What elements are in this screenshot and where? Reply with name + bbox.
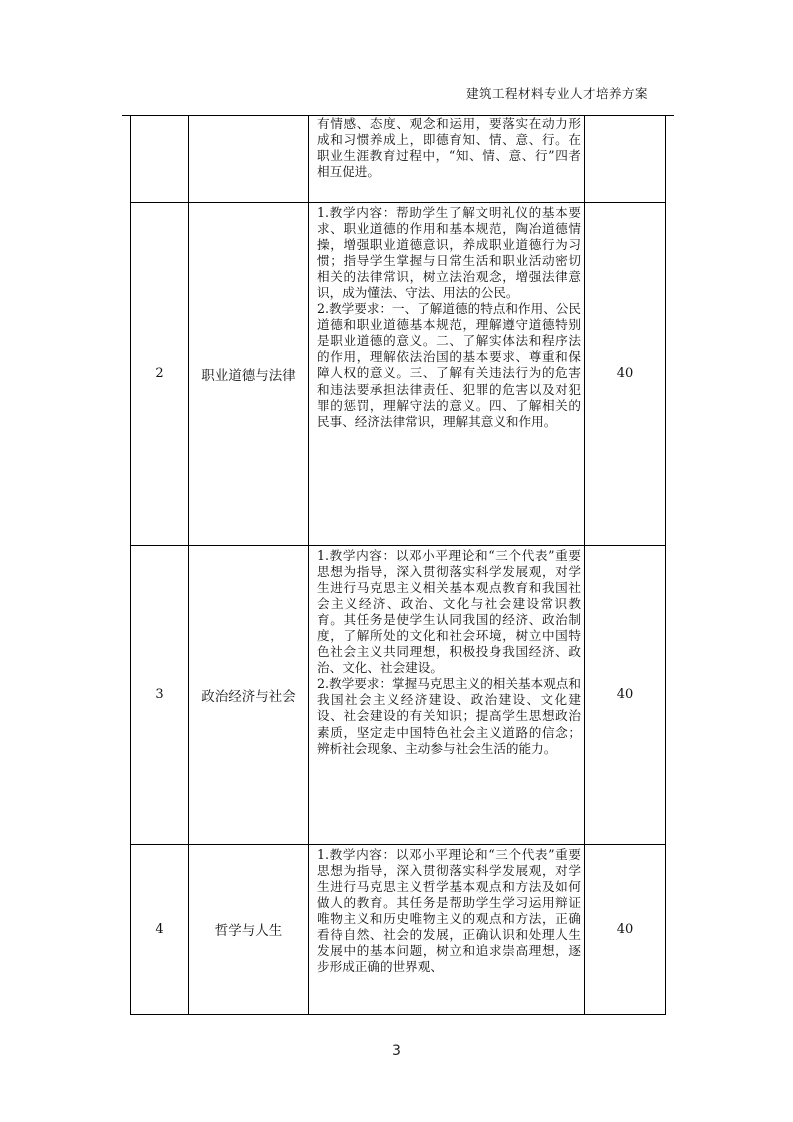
course-description-cell: [309, 844, 585, 1014]
page-number: 3: [392, 1043, 401, 1059]
course-name-cell: 政治经济与社会: [189, 545, 309, 844]
course-name-cell: 职业道德与法律: [189, 202, 309, 545]
course-hours-cell: 40: [585, 545, 666, 844]
curriculum-table: [130, 116, 666, 1015]
course-number-cell: 4: [131, 844, 189, 1014]
description-paragraph: 有情感、态度、观念和运用，要落实在动力形成和习惯养成上，即德育知、情、意、行。在职业生涯教育过程中，“知、情、意、行”四者相互促进。: [317, 116, 581, 180]
course-hours-cell: 40: [585, 202, 666, 545]
course-number-cell: 3: [131, 545, 189, 844]
document-header: 建筑工程材料专业人才培养方案: [465, 86, 648, 101]
description-paragraph: 1.教学内容：帮助学生了解文明礼仪的基本要求、职业道德的作用和基本规范，陶冶道德情操，增强职业道德意识，养成职业道德行为习惯；指导学生掌握与日常生活和职业活动密切相关的法律常识，树立法治观念，增强法律意识，成为懂法、守法、用法的公民。: [317, 204, 581, 300]
course-hours-cell: [585, 116, 666, 202]
table-row: [131, 844, 666, 1014]
course-number-cell: 2: [131, 202, 189, 545]
table-row: [131, 116, 666, 202]
course-name-cell: [189, 116, 309, 202]
course-name-cell: 哲学与人生: [189, 844, 309, 1014]
description-paragraph: 1.教学内容：以邓小平理论和“三个代表”重要思想为指导，深入贯彻落实科学发展观，对学生进行马克思主义相关基本观点教育和我国社会主义经济、政治、文化与社会建设常识教育。其任务是使学生认同我国的经济、政治制度，了解所处的文化和社会环境，树立中国特色社会主义共同理想，积极投身我国经济、政治、文化、社会建设。: [317, 547, 581, 676]
description-paragraph: 2.教学要求：掌握马克思主义的相关基本观点和我国社会主义经济建设、政治建设、文化建设、社会建设的有关知识；提高学生思想政治素质，坚定走中国特色社会主义道路的信念；辨析社会现象、主动参与社会生活的能力。: [317, 676, 581, 756]
course-number-cell: [131, 116, 189, 202]
description-paragraph: 2.教学要求：一、了解道德的特点和作用、公民道德和职业道德基本规范，理解遵守道德特别是职业道德的意义。二、了解实体法和程序法的作用，理解依法治国的基本要求、尊重和保障人权的意义。三、了解有关违法行为的危害和违法要承担法律责任、犯罪的危害以及对犯罪的惩罚，理解守法的意义。四、了解相关的民事、经济法律常识，理解其意义和作用。: [317, 301, 581, 429]
course-hours-cell: 40: [585, 844, 666, 1014]
table-row: [131, 545, 666, 844]
course-description-cell: [309, 202, 585, 545]
course-description-cell: [309, 116, 585, 202]
table-row: [131, 202, 666, 545]
course-description-cell: [309, 545, 585, 844]
description-paragraph: 1.教学内容：以邓小平理论和“三个代表”重要思想为指导，深入贯彻落实科学发展观，对学生进行马克思主义哲学基本观点和方法及如何做人的教育。其任务是帮助学生学习运用辩证唯物主义和历史唯物主义的观点和方法，正确看待自然、社会的发展，正确认识和处理人生发展中的基本问题，树立和追求崇高理想，逐步形成正确的世界观、: [317, 846, 581, 975]
